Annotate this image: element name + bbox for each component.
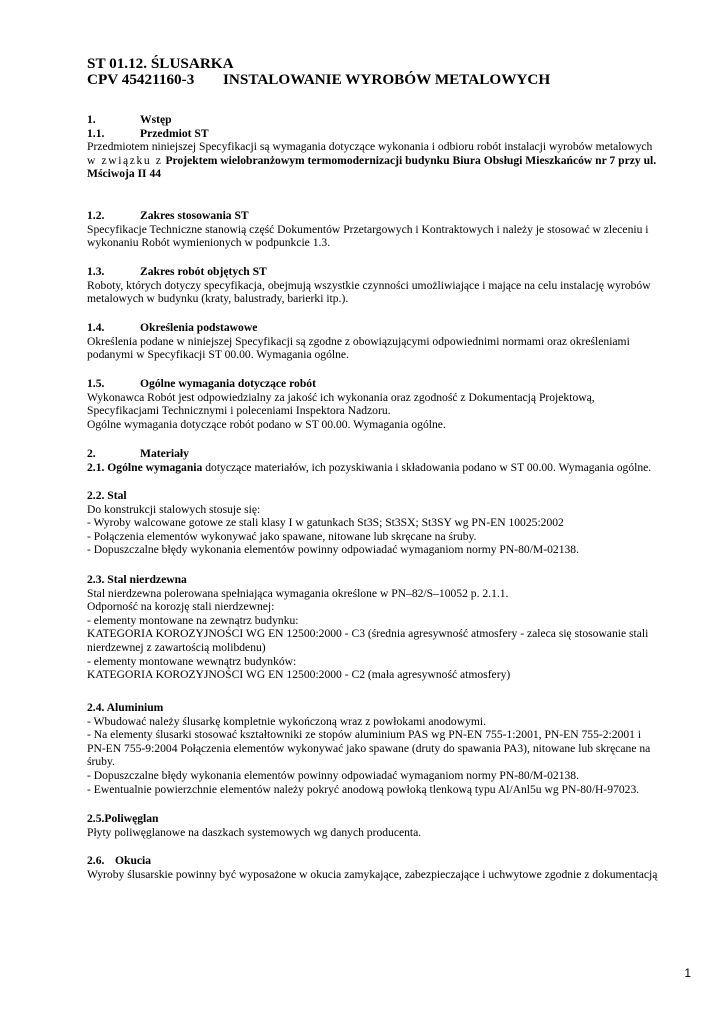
subsection-heading: 1.1. Przedmiot ST bbox=[87, 126, 209, 140]
subsection-heading: 1.4. Określenia podstawowe bbox=[87, 321, 258, 334]
section-1-4 bbox=[87, 321, 691, 362]
subsection-heading: 2.6. Okucia bbox=[87, 854, 152, 867]
document-subtitle bbox=[87, 72, 550, 88]
document-title bbox=[87, 56, 234, 72]
subsection-heading: 2.5.Poliwęglan bbox=[87, 812, 159, 825]
paragraph-line: 2.1. Ogólne wymagania dotyczące materiałów, ich pozyskiwania i składowania podano w ST 00.00. Wymagania ogólne. bbox=[87, 460, 652, 474]
list-item: - Wbudować należy ślusarkę kompletnie wykończoną wraz z powłokami anodowymi. bbox=[87, 714, 487, 728]
paragraph-line: PN-EN 755-9:2004 Połączenia elementów wykonywać jako spawane (druty do spawania PA3), nitowane lub skręcane na bbox=[87, 741, 651, 755]
section-2-5 bbox=[87, 812, 691, 839]
page-number: 1 bbox=[684, 966, 691, 980]
paragraph-line: Odporność na korozję stali nierdzewnej: bbox=[87, 600, 275, 614]
paragraph-line: wykonaniu Robót wymienionych w podpunkcie 1.3. bbox=[87, 236, 331, 250]
paragraph-line: Wyroby ślusarskie powinny być wyposażone w okucia zamykające, zabezpieczające i uchwytowe zgodnie z dokumentacją bbox=[87, 867, 658, 881]
paragraph-line: Stal nierdzewna polerowana spełniająca wymagania określone w PN–82/S–10052 p. 2.1.1. bbox=[87, 586, 509, 600]
section-1-2 bbox=[87, 209, 691, 250]
section-2-4 bbox=[87, 701, 691, 796]
list-item: - Dopuszczalne błędy wykonania elementów powinny odpowiadać wymaganiom normy PN-80/M-02138. bbox=[87, 768, 579, 782]
subsection-heading: 1.3. Zakres robót objętych ST bbox=[87, 265, 267, 278]
paragraph-line: Płyty poliwęglanowe na daszkach systemowych wg danych producenta. bbox=[87, 825, 422, 839]
section-1 bbox=[87, 113, 691, 181]
list-item: - elementy montowane wewnątrz budynków: bbox=[87, 654, 297, 668]
subsection-heading: 2.4. Aluminium bbox=[87, 701, 164, 714]
cpv-description: INSTALOWANIE WYROBÓW METALOWYCH bbox=[223, 71, 551, 88]
list-item: - Połączenia elementów wykonywać jako spawane, nitowane lub skręcane na śruby. bbox=[87, 529, 477, 543]
paragraph-line: Specyfikacje Techniczne stanowią część Dokumentów Przetargowych i Kontraktowych i należy je stosować w zleceniu i bbox=[87, 222, 649, 236]
title-line-1: ST 01.12. ŚLUSARKA bbox=[87, 55, 234, 72]
section-heading: 2. Materiały bbox=[87, 447, 189, 460]
section-heading: 1. Wstęp bbox=[87, 113, 172, 126]
paragraph-line: KATEGORIA KOROZYJNOŚCI WG EN 12500:2000 - C2 (mała agresywność atmosfery) bbox=[87, 668, 511, 682]
paragraph-line: podanymi w Specyfikacji ST 00.00. Wymagania ogólne. bbox=[87, 348, 349, 362]
paragraph-line: śruby. bbox=[87, 755, 115, 769]
paragraph-line: Ogólne wymagania dotyczące robót podano w ST 00.00. Wymagania ogólne. bbox=[87, 417, 446, 431]
subsection-heading: 2.3. Stal nierdzewna bbox=[87, 573, 187, 586]
paragraph-line: KATEGORIA KOROZYJNOŚCI WG EN 12500:2000 - C3 (średnia agresywność atmosfery - zaleca się stosowanie stali bbox=[87, 627, 649, 641]
subsection-heading: 2.2. Stal bbox=[87, 489, 127, 502]
section-2 bbox=[87, 447, 691, 474]
list-item: - Ewentualnie powierzchnie elementów należy pokryć anodową powłoką tlenkową typu Al/Anl5u wg PN-80/H-97023. bbox=[87, 782, 640, 796]
list-item: - Wyroby walcowane gotowe ze stali klasy I w gatunkach St3S; St3SX; St3SY wg PN-EN 10025:2002 bbox=[87, 516, 564, 530]
paragraph-line: Przedmiotem niniejszej Specyfikacji są wymagania dotyczące wykonania i odbioru robót instalacji wyrobów metalowych bbox=[87, 140, 653, 154]
list-item: - Dopuszczalne błędy wykonania elementów powinny odpowiadać wymaganiom normy PN-80/M-02138. bbox=[87, 543, 579, 557]
cpv-code: CPV 45421160-3 bbox=[87, 71, 195, 88]
paragraph-line: Wykonawca Robót jest odpowiedzialny za jakość ich wykonania oraz zgodność z Dokumentacją Projektową, bbox=[87, 390, 595, 404]
paragraph-line: Mściwoja II 44 bbox=[87, 167, 162, 181]
paragraph-line: w związku z Projektem wielobranżowym termomodernizacji budynku Biura Obsługi Mieszkańców nr 7 przy ul. bbox=[87, 153, 657, 167]
paragraph-line: Specyfikacjami Technicznymi i poleceniami Inspektora Nadzoru. bbox=[87, 404, 391, 418]
section-2-6 bbox=[87, 854, 691, 881]
section-1-3 bbox=[87, 265, 691, 306]
list-item: - Na elementy ślusarki stosować kształtowniki ze stopów aluminium PAS wg PN-EN 755-1:2001, PN-EN 755-2:2001 i bbox=[87, 728, 642, 742]
section-2-2 bbox=[87, 489, 691, 557]
subsection-heading: 1.2. Zakres stosowania ST bbox=[87, 209, 249, 222]
section-2-3 bbox=[87, 573, 691, 682]
paragraph-line: Określenia podane w niniejszej Specyfikacji są zgodne z obowiązującymi odpowiednimi normami oraz określeniami bbox=[87, 334, 630, 348]
subsection-heading: 1.5. Ogólne wymagania dotyczące robót bbox=[87, 377, 316, 390]
list-item: - elementy montowane na zewnątrz budynku: bbox=[87, 613, 299, 627]
paragraph-line: Roboty, których dotyczy specyfikacja, obejmują wszystkie czynności umożliwiające i mające na celu instalację wyrobów bbox=[87, 278, 651, 292]
paragraph-line: nierdzewnej z zawartością molibdenu) bbox=[87, 640, 266, 654]
paragraph-line: metalowych w budynku (kraty, balustrady, barierki itp.). bbox=[87, 292, 349, 306]
section-1-5 bbox=[87, 377, 691, 431]
paragraph-line: Do konstrukcji stalowych stosuje się: bbox=[87, 502, 261, 516]
